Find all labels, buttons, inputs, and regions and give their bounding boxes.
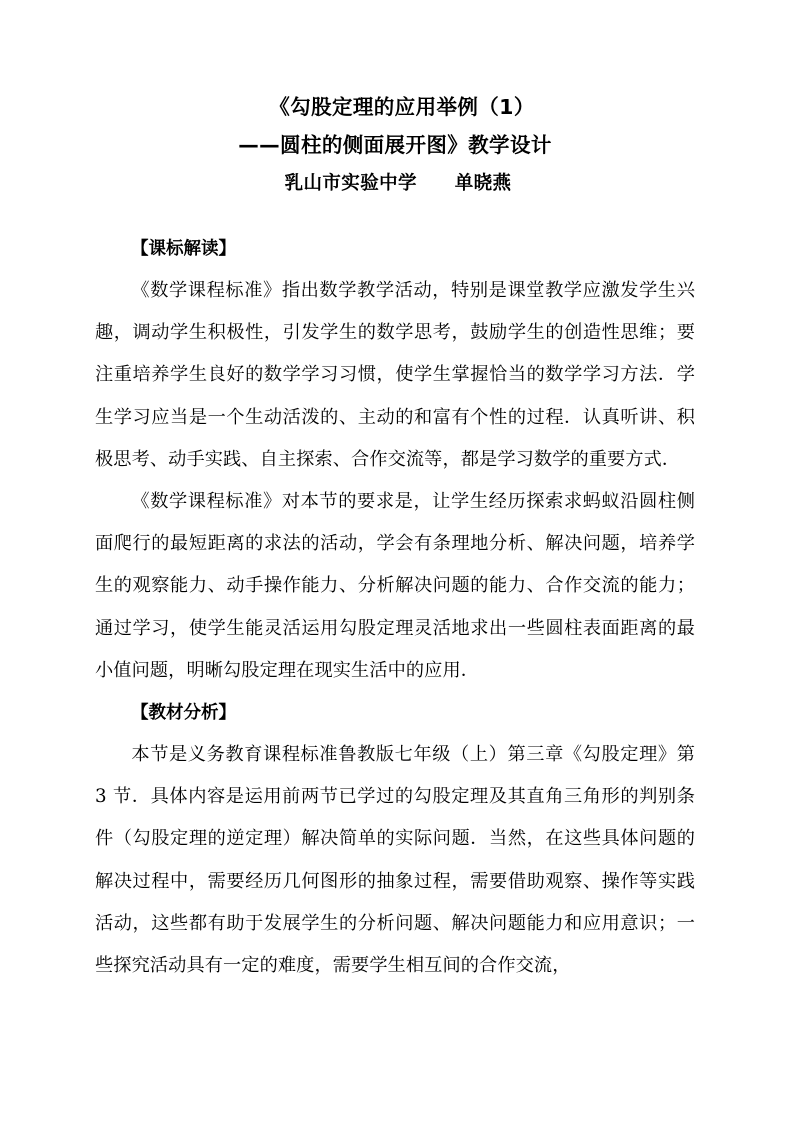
title-line-1: 《勾股定理的应用举例（1） (269, 95, 535, 119)
author-affiliation-line: 乳山市实验中学 单晓燕 (284, 173, 512, 194)
paragraph-textbook-1: 本节是义务教育课程标准鲁教版七年级（上）第三章《勾股定理》第 3 节．具体内容是运用前两节已学过的勾股定理及其直角三角形的判别条件（勾股定理的逆定理）解决简单的实际问题．当然，在这些具体问题的解决过程中，需要经历几何图形的抽象过程，需要借助观察、操作等实践活动，这些都有助于发展学生的分析问题、解决问题能力和应用意识；一些探究活动具有一定的难度，需要学生相互间的合作交流， (95, 744, 695, 977)
section-heading-textbook-analysis: 【教材分析】 (131, 703, 236, 724)
section-heading-curriculum-interpretation: 【课标解读】 (131, 239, 236, 259)
paragraph-curriculum-1: 《数学课程标准》指出数学教学活动，特别是课堂教学应激发学生兴趣，调动学生积极性，引发学生的数学思考，鼓励学生的创造性思维；要注重培养学生良好的数学学习习惯，使学生掌握恰当的数学学习方法．学生学习应当是一个生动活泼的、主动的和富有个性的过程．认真听讲、积极思考、动手实践、自主探索、合作交流等，都是学习数学的重要方式． (95, 280, 695, 470)
document-title (95, 88, 695, 204)
title-line-2: ——圆柱的侧面展开图》教学设计 (238, 133, 552, 157)
paragraph-curriculum-2: 《数学课程标准》对本节的要求是，让学生经历探索求蚂蚁沿圆柱侧面爬行的最短距离的求法的活动，学会有条理地分析、解决问题，培养学生的观察能力、动手操作能力、分析解决问题的能力、合作交流的能力；通过学习，使学生能灵活运用勾股定理灵活地求出一些圆柱表面距离的最小值问题，明晰勾股定理在现实生活中的应用． (95, 491, 695, 681)
